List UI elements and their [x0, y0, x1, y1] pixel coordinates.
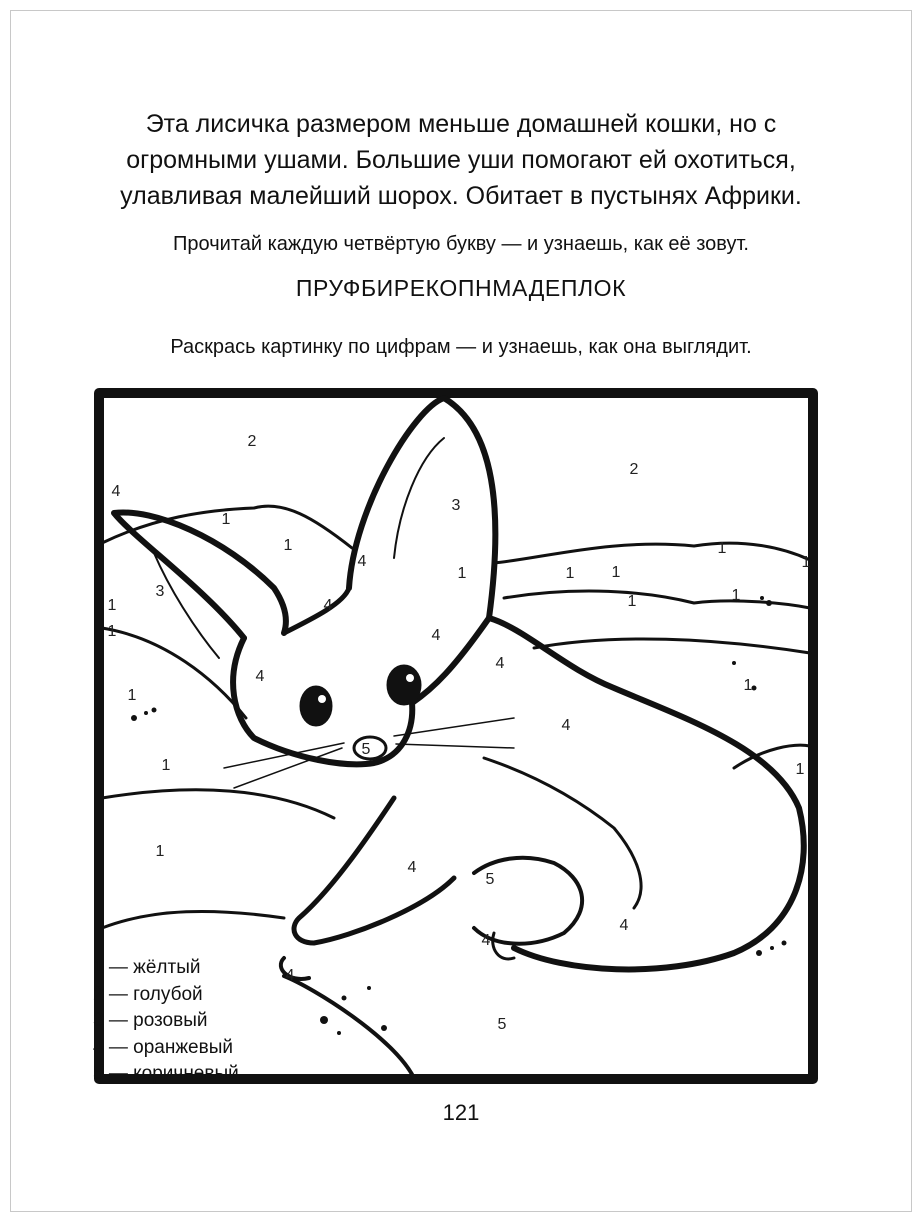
region-number: 5 [361, 741, 371, 758]
region-number: 4 [431, 627, 441, 644]
region-number: 1 [221, 511, 231, 528]
region-number: 1 [611, 564, 621, 581]
region-number: 1 [283, 537, 293, 554]
legend-item: 5 — коричневый [93, 1063, 239, 1084]
region-number: 4 [255, 668, 265, 685]
instruction-read: Прочитай каждую четвёртую букву — и узнаешь, как её зовут. [173, 233, 749, 255]
legend-item: 2 — голубой [93, 983, 203, 1005]
region-number: 4 [619, 917, 629, 934]
region-number: 2 [247, 433, 257, 450]
region-number: 1 [161, 757, 171, 774]
region-number: 4 [285, 967, 295, 984]
region-number: 1 [717, 540, 727, 557]
region-number: 4 [495, 655, 505, 672]
intro-paragraph: Эта лисичка размером меньше домашней кошки, но с огромными ушами. Большие уши помогают ей охотиться, улавливая малейший шорох. Обитает в пустынях Африки. [120, 110, 802, 210]
region-number: 1 [795, 761, 805, 778]
region-number: 4 [323, 597, 333, 614]
region-number: 4 [561, 717, 571, 734]
region-number: 1 [457, 565, 467, 582]
region-number: 1 [731, 587, 741, 604]
region-number: 1 [127, 687, 137, 704]
region-number: 1 [801, 554, 811, 571]
region-number: 3 [155, 583, 165, 600]
legend-item: 4 — оранжевый [93, 1036, 233, 1058]
letter-puzzle: ПРУФБИРЕКОПНМАДЕПЛОК [295, 275, 627, 301]
legend-item: 3 — розовый [93, 1010, 208, 1031]
region-number: 3 [451, 497, 461, 514]
region-number: 4 [481, 932, 491, 949]
region-number: 4 [407, 859, 417, 876]
color-legend [93, 955, 239, 1088]
legend-item: 1 — жёлтый [93, 957, 201, 978]
region-number: 5 [497, 1016, 507, 1033]
region-number: 2 [629, 461, 639, 478]
region-number: 1 [627, 593, 637, 610]
region-number: 5 [485, 871, 495, 888]
region-number: 4 [111, 483, 121, 500]
page-number: 121 [442, 1100, 480, 1125]
region-number: 1 [155, 843, 165, 860]
region-number: 1 [107, 623, 117, 640]
region-number: 1 [565, 565, 575, 582]
region-number: 1 [743, 677, 753, 694]
region-number: 4 [357, 553, 367, 570]
instruction-color: Раскрась картинку по цифрам — и узнаешь, как она выглядит. [170, 336, 752, 358]
region-number: 1 [107, 597, 117, 614]
